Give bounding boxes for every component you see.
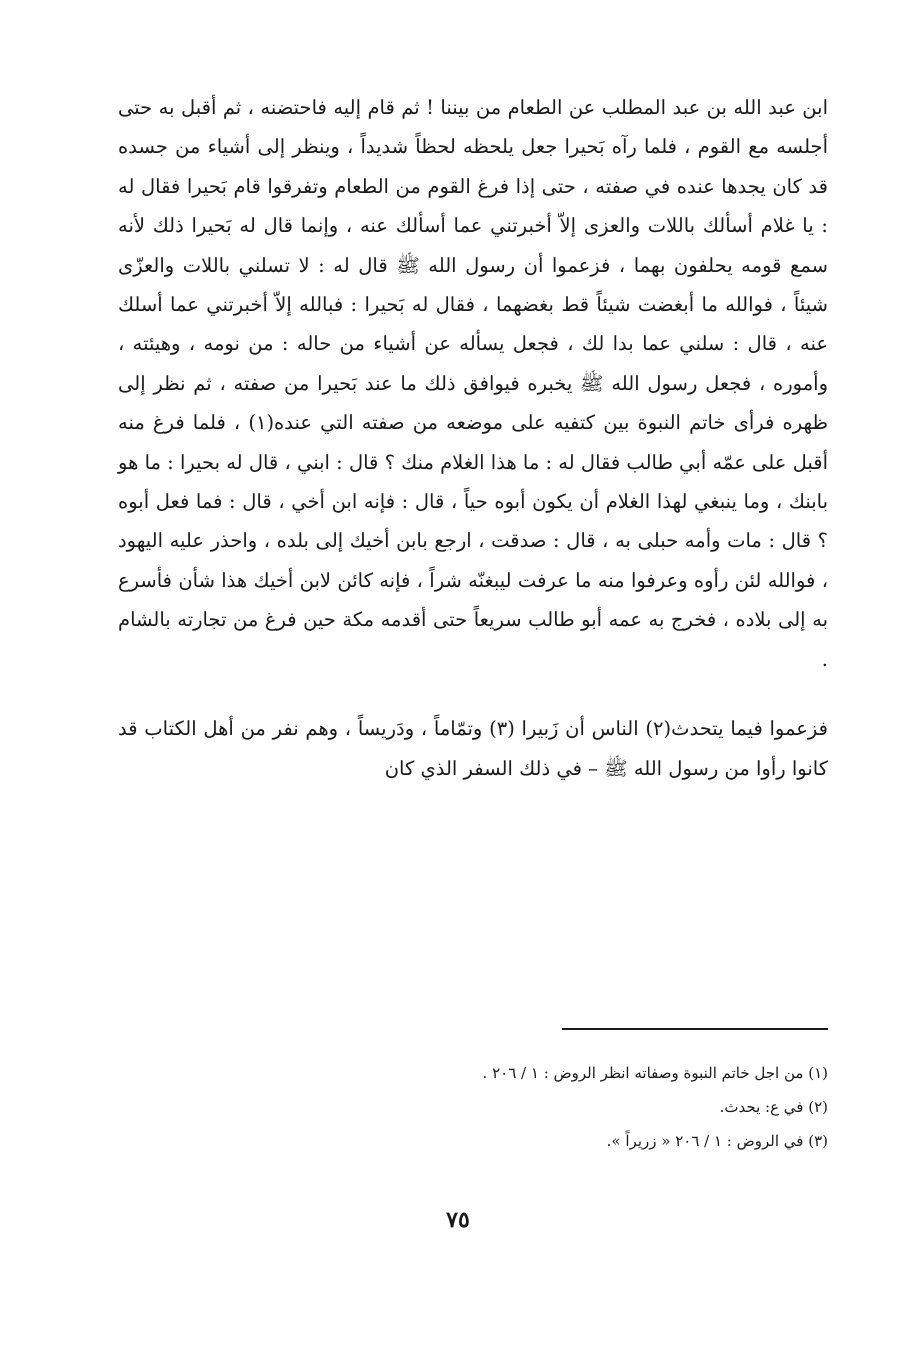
footnote-2: (٢) في ع: يحدث. bbox=[719, 1098, 828, 1116]
footnote-separator bbox=[562, 1028, 828, 1030]
footnotes bbox=[118, 1056, 828, 1158]
page-number: ٧٥ bbox=[446, 1207, 470, 1233]
footnote-3: (٣) في الروض : ١ / ٢٠٦ « زريراً ». bbox=[606, 1132, 828, 1150]
main-text bbox=[118, 88, 828, 788]
paragraph-1: ابن عبد الله بن عبد المطلب عن الطعام من بيننا ! ثم قام إليه فاحتضنه ، ثم أقبل به حتى أجلسه مع القوم ، فلما رآه بَحيرا جعل يلحظه لحظاً شديداً ، وينظر إلى أشياء من جسده قد كان يجدها عنده في صفته ، حتى إذا فرغ القوم من الطعام وتفرقوا قام بَحيرا فقال له : يا غلام أسألك باللات والعزى إلاّ أخبرتني عما أسألك عنه ، وإنما قال له بَحيرا ذلك لأنه سمع قومه يحلفون بهما ، فزعموا أن رسول الله ﷺ قال له : لا تسلني باللات والعزّى شيئاً ، فوالله ما أبغضت شيئاً قط بغضهما ، فقال له بَحيرا : فبالله إلاّ أخبرتني عما أسلك عنه ، قال : سلني عما بدا لك ، فجعل يسأله عن أشياء من حاله : من نومه ، وهيئته ، وأموره ، فجعل رسول الله ﷺ يخبره فيوافق ذلك ما عند بَحيرا من صفته ، ثم نظر إلى ظهره فرأى خاتم النبوة بين كتفيه على موضعه من صفته التي عنده(١) ، فلما فرغ منه أقبل على عمّه أبي طالب فقال له : ما هذا الغلام منك ؟ قال : ابني ، قال له بحيرا : ما هو بابنك ، وما ينبغي لهذا الغلام أن يكون أبوه حياً ، قال : فإنه ابن أخي ، قال : فما فعل أبوه ؟ قال : مات وأمه حبلى به ، قال : صدقت ، ارجع بابن أخيك إلى بلده ، واحذر عليه اليهود ، فوالله لئن رأوه وعرفوا منه ما عرفت ليبغنّه شراً ، فإنه كائن لابن أخيك هذا شأن فأسرع به إلى بلاده ، فخرج به عمه أبو طالب سريعاً حتى أقدمه مكة حين فرغ من تجارته بالشام . bbox=[118, 96, 829, 671]
footnote-1: (١) من اجل خاتم النبوة وصفاته انظر الروض : ١ / ٢٠٦ . bbox=[482, 1064, 828, 1082]
paragraph-2: فزعموا فيما يتحدث(٢) الناس أن زَبيرا (٣) وتمّاماً ، ودَريساً ، وهم نفر من أهل الكتاب قد كانوا رأوا من رسول الله ﷺ – في ذلك السفر الذي كان bbox=[118, 717, 828, 780]
